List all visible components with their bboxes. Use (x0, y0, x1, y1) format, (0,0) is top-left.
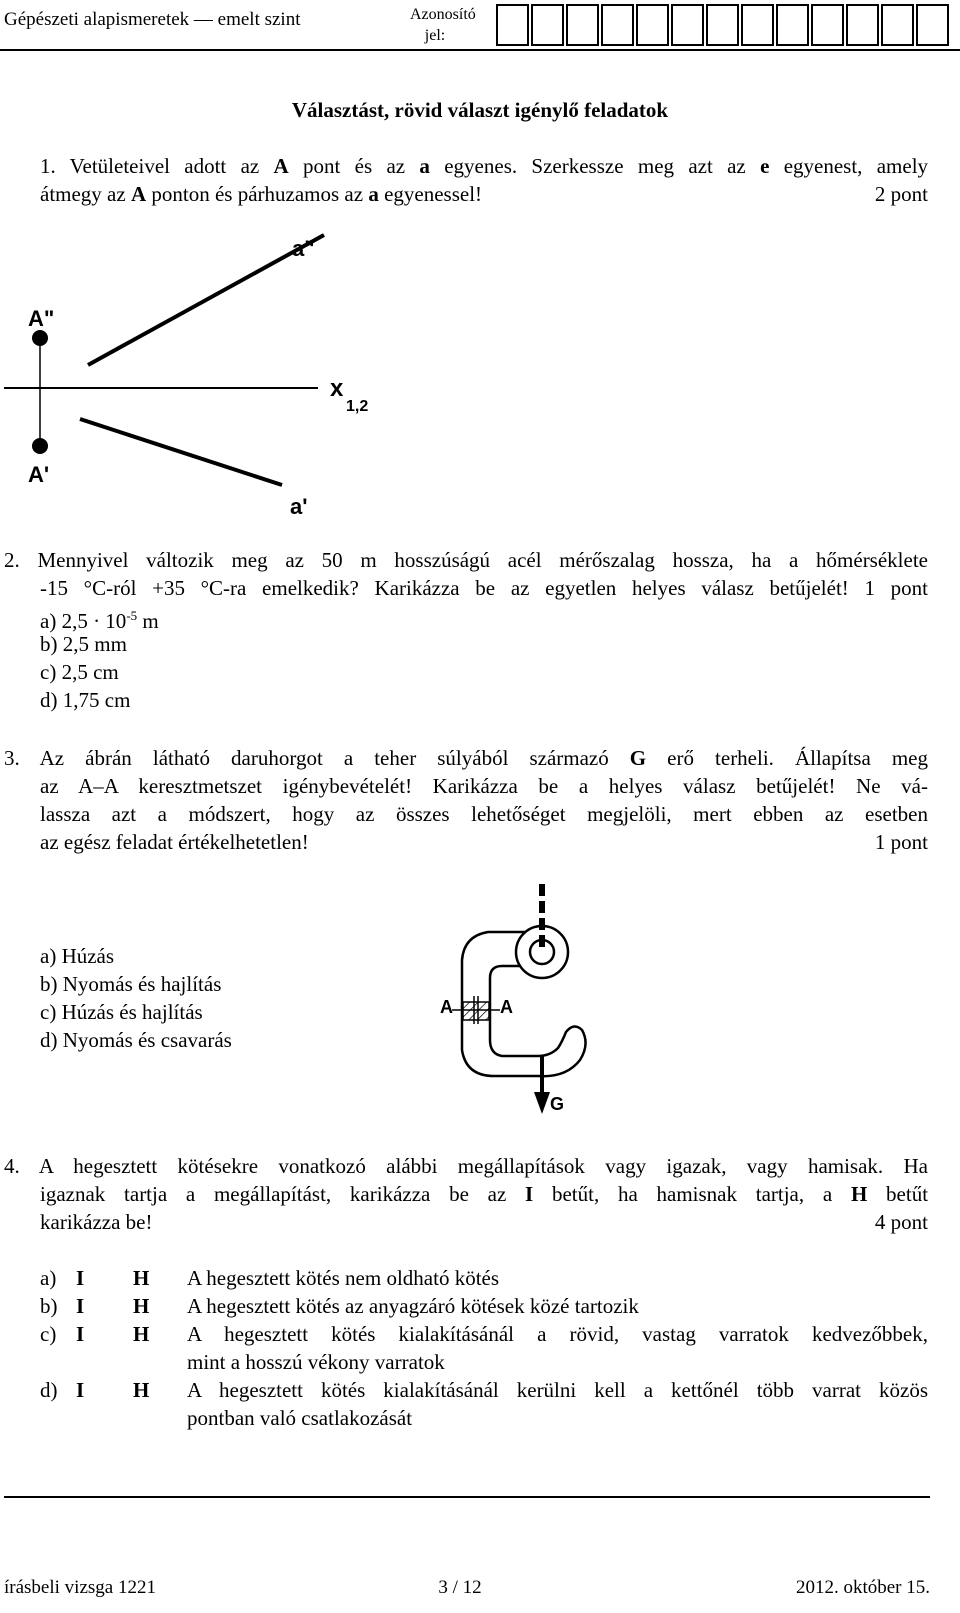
q4-points: 4 pont (874, 1210, 928, 1234)
id-box[interactable] (811, 4, 844, 46)
id-label-line1: Azonosító (410, 6, 476, 23)
footer-right: 2012. október 15. (795, 1577, 930, 1598)
q1-line1: 1. Vetületeivel adott az A pont és az a egyenes. Szerkessze meg azt az e egyenest, amely (40, 154, 929, 178)
footer-rule (4, 1496, 930, 1498)
q3-line1: 3. Az ábrán látható daruhorgot a teher súlyából származó G erő terheli. Állapítsa meg (4, 746, 928, 770)
id-box[interactable] (741, 4, 774, 46)
q4-item-b-H[interactable]: H (133, 1294, 150, 1318)
q2-option-b[interactable]: b) 2,5 mm (40, 632, 127, 656)
q2-option-c[interactable]: c) 2,5 cm (40, 660, 119, 684)
q4-item-c-I[interactable]: I (76, 1322, 85, 1346)
point-A-lower (32, 438, 48, 454)
q4-item-d-I[interactable]: I (76, 1378, 85, 1402)
footer-left: írásbeli vizsga 1221 (4, 1577, 156, 1598)
q3-option-c[interactable]: c) Húzás és hajlítás (40, 1000, 203, 1024)
footer-center: 3 / 12 (438, 1577, 482, 1598)
q4-item-d-H[interactable]: H (133, 1378, 150, 1402)
q1-points: 2 pont (874, 182, 928, 206)
label-axis-sub: 1,2 (346, 398, 369, 415)
id-label-line2: jel: (424, 27, 446, 44)
id-box[interactable] (846, 4, 879, 46)
id-label (410, 4, 476, 46)
q3-option-b[interactable]: b) Nyomás és hajlítás (40, 972, 222, 996)
q4-item-c-H[interactable]: H (133, 1322, 150, 1346)
header-title: Gépészeti alapismeretek — emelt szint (4, 9, 301, 30)
id-box[interactable] (916, 4, 949, 46)
q4-line2: igaznak tartja a megállapítást, karikázza be az I betűt, ha hamisnak tartja, a H betűt (40, 1182, 929, 1206)
id-box[interactable] (566, 4, 599, 46)
label-force-G: G (550, 1094, 565, 1114)
line-a-lower (80, 419, 282, 485)
hatched-section (463, 1002, 489, 1020)
label-axis-x: x (330, 375, 344, 402)
q3-option-d[interactable]: d) Nyomás és csavarás (40, 1028, 232, 1052)
q1-line2: átmegy az A ponton és párhuzamos az a egyenessel! (40, 182, 483, 206)
q3-line3: lassza azt a módszert, hogy az összes lehetőséget megjelöli, mert ebben az esetben (40, 802, 928, 826)
label-A-lower: A' (28, 462, 50, 487)
q3-option-a[interactable]: a) Húzás (40, 944, 115, 968)
q1-projection-figure (0, 220, 440, 530)
id-box[interactable] (881, 4, 914, 46)
label-section-left: A (440, 997, 453, 1017)
q3-points: 1 pont (874, 830, 928, 854)
id-box[interactable] (496, 4, 529, 46)
q2-line1: 2. Mennyivel változik meg az 50 m hosszúságú acél mérőszalag hossza, ha a hőmérséklete (4, 548, 928, 572)
force-arrow-head (534, 1092, 550, 1114)
label-A-upper: A" (28, 306, 55, 331)
section-title: Választást, rövid választ igénylő feladatok (291, 98, 669, 122)
q3-crane-hook-figure (430, 880, 630, 1120)
q4-item-c: c) I H A hegesztett kötés kialakításánál a rövid, vastag varratok kedvezőbbek, mint a hosszú vékony varratok (40, 1322, 928, 1374)
id-box[interactable] (671, 4, 704, 46)
q4-item-a-I[interactable]: I (76, 1266, 85, 1290)
point-A-upper (32, 330, 48, 346)
id-box[interactable] (636, 4, 669, 46)
id-box[interactable] (706, 4, 739, 46)
header-rule (0, 49, 960, 51)
q4-item-a-H[interactable]: H (133, 1266, 150, 1290)
q4-item-d: d) I H A hegesztett kötés kialakításánál kerülni kell a kettőnél több varrat közös pontban való csatlakozását (40, 1378, 928, 1430)
q3-line2: az A–A keresztmetszet igénybevételét! Karikázza be a helyes válasz betűjelét! Ne vá- (40, 774, 928, 798)
line-a-upper (88, 235, 324, 365)
id-box[interactable] (601, 4, 634, 46)
q4-item-b-I[interactable]: I (76, 1294, 85, 1318)
q2-option-d[interactable]: d) 1,75 cm (40, 688, 131, 712)
q2-option-a[interactable]: a) $2,5 \cdot 10^{-5}$ m (40, 608, 159, 633)
q3-line4: az egész feladat értékelhetetlen! (40, 830, 309, 854)
label-a-lower: a' (290, 494, 308, 519)
q4-line3: karikázza be! (40, 1210, 153, 1234)
q2-line2: -15 °C-ról +35 °C-ra emelkedik? Karikázza be az egyetlen helyes válasz betűjelét! 1 pont (40, 576, 928, 600)
label-section-right: A (500, 997, 513, 1017)
q4-line1: 4. A hegesztett kötésekre vonatkozó alábbi megállapítások vagy igazak, vagy hamisak. Ha (4, 1154, 928, 1178)
label-a-upper: a" (292, 236, 315, 261)
id-box[interactable] (776, 4, 809, 46)
id-box[interactable] (531, 4, 564, 46)
